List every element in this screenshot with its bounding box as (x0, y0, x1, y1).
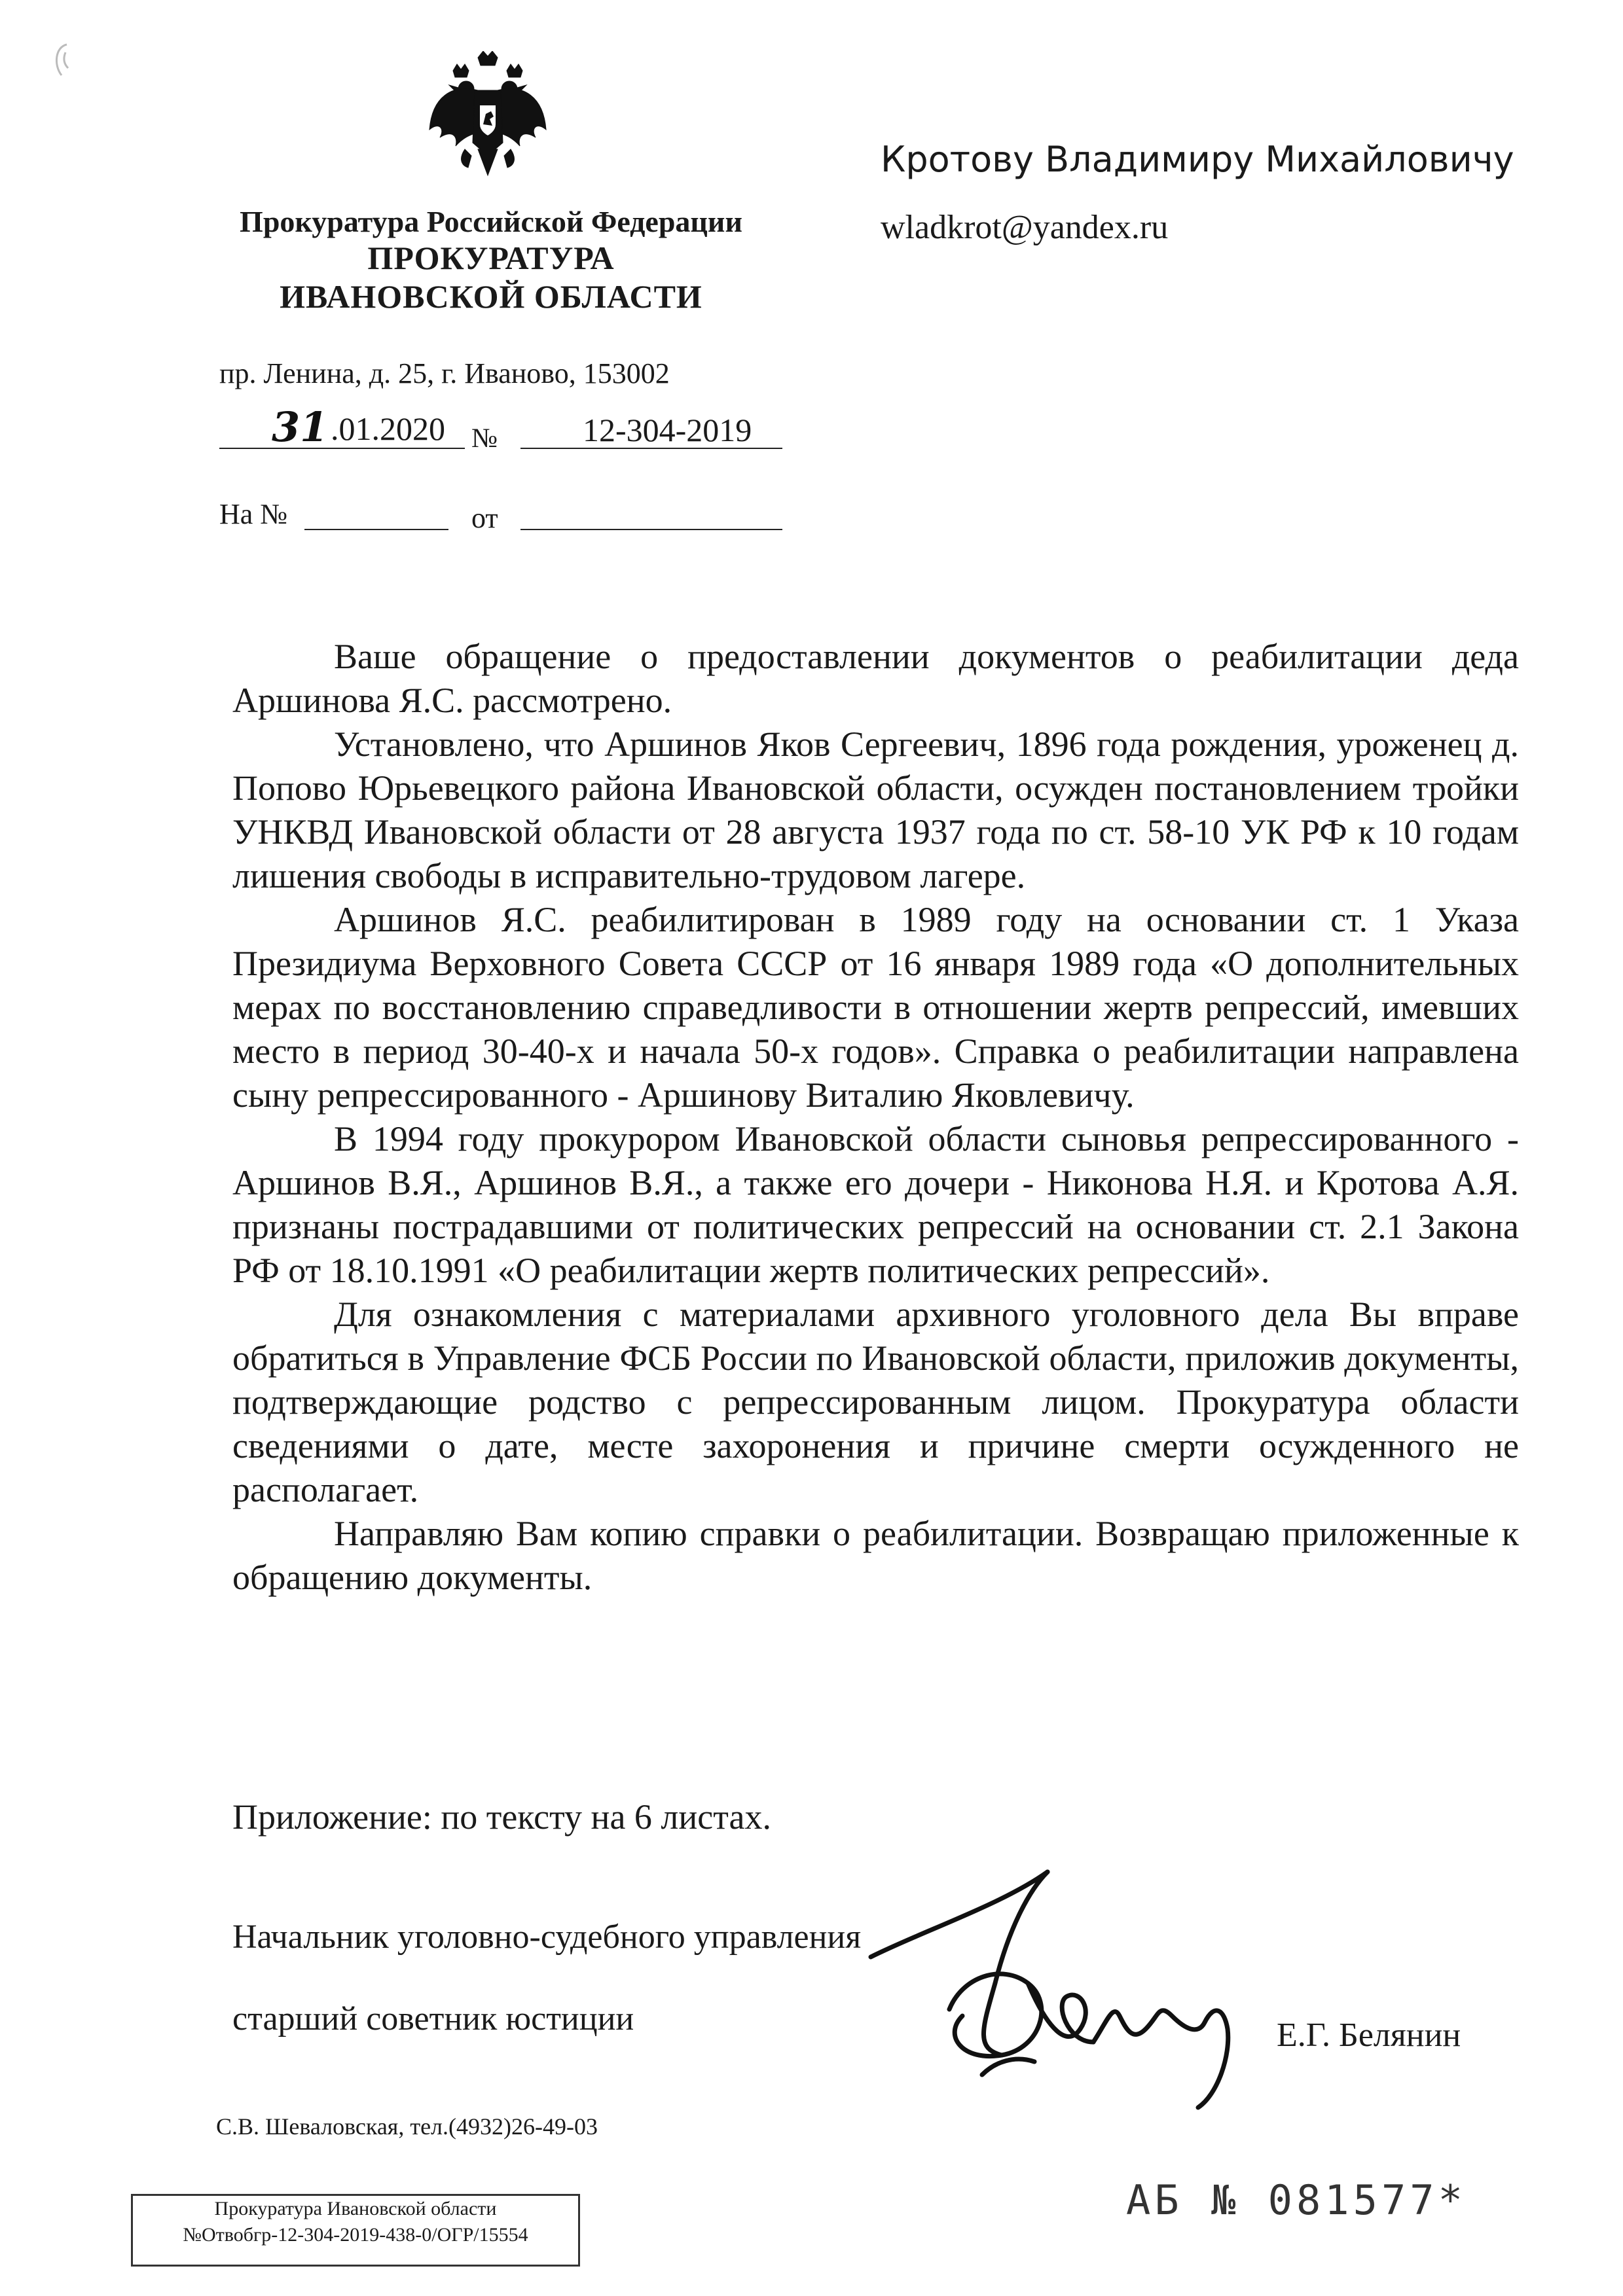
paragraph-4: В 1994 году прокурором Ивановской области сыновья репрессированного - Аршинов В.Я., Аршинов В.Я., а также его дочери - Никонова Н.Я. и Кротова А.Я. признаны пострадавшими от политических репрессий на основании ст. 2.1 Закона РФ от 18.10.1991 «О реабилитации жертв политических репрессий». (232, 1119, 1519, 1290)
org-name-line3: ИВАНОВСКОЙ ОБЛАСТИ (280, 278, 702, 315)
signatory-rank: старший советник юстиции (232, 2000, 634, 2037)
handwritten-signature (831, 1833, 1329, 2134)
date-day-handwritten: 31 (272, 403, 329, 451)
date-underline (219, 448, 465, 449)
paragraph-5: Для ознакомления с материалами архивного уголовного дела Вы вправе обратиться в Управление ФСБ России по Ивановской области, приложив документы, подтверждающие родство с репрессированным лицом. Прокуратура области сведениями о дате, месте захоронения и причине смерти осужденного не располагает. (232, 1295, 1519, 1509)
reference-from-label: от (471, 502, 498, 534)
document-number: 12-304-2019 (583, 412, 752, 448)
stamp-org: Прокуратура Ивановской области (214, 2198, 497, 2219)
reference-row (219, 497, 782, 537)
paragraph-1: Ваше обращение о предоставлении документов о реабилитации деда Аршинова Я.С. рассмотрено. (232, 637, 1519, 720)
reference-label: На № (219, 498, 288, 530)
attachment-note: Приложение: по тексту на 6 листах. (232, 1797, 771, 1837)
coat-of-arms-emblem (426, 51, 550, 182)
letter-body (232, 635, 1519, 1600)
signatory-position: Начальник уголовно-судебного управления (232, 1918, 862, 1956)
org-name-line2: ПРОКУРАТУРА (367, 240, 615, 276)
stamp-number: №Отвобгр-12-304-2019-438-0/ОГР/15554 (183, 2224, 528, 2246)
corner-pencil-mark (47, 39, 80, 85)
org-name-federation: Прокуратура Российской Федерации (240, 205, 742, 238)
form-serial-number: АБ № 081577* (1126, 2176, 1467, 2224)
executor-contact: С.В. Шеваловская, тел.(4932)26-49-03 (216, 2113, 598, 2140)
signatory-name: Е.Г. Белянин (1277, 2017, 1461, 2054)
paragraph-2: Установлено, что Аршинов Яков Сергеевич, 1896 года рождения, уроженец д. Попово Юрьевецкого района Ивановской области, осужден постановлением тройки УНКВД Ивановской области от 28 августа 1937 года по ст. 58-10 УК РФ к 10 годам лишения свободы в исправительно-трудовом лагере. (232, 725, 1519, 895)
recipient-email: wladkrot@yandex.ru (881, 209, 1169, 246)
org-address: пр. Ленина, д. 25, г. Иваново, 153002 (219, 357, 670, 389)
paragraph-3: Аршинов Я.С. реабилитирован в 1989 году на основании ст. 1 Указа Президиума Верховного Совета СССР от 16 января 1989 года «О дополнительных мерах по восстановлению справедливости в отношении жертв репрессий, имевших место в период 30-40-х и начала 50-х годов». Справка о реабилитации направлена сыну репрессированного - Аршинову Виталию Яковлевичу. (232, 900, 1519, 1115)
reference-date-line (520, 529, 782, 530)
paragraph-6: Направляю Вам копию справки о реабилитации. Возвращаю приложенные к обращению документы. (232, 1514, 1519, 1597)
reference-number-line (304, 529, 448, 530)
registration-stamp (131, 2194, 580, 2267)
number-underline (520, 448, 782, 449)
number-sign: № (471, 423, 498, 454)
date-month-year: .01.2020 (331, 410, 445, 447)
date-number-row (219, 403, 782, 458)
recipient-name: Кротову Владимиру Михайловичу (881, 139, 1514, 180)
